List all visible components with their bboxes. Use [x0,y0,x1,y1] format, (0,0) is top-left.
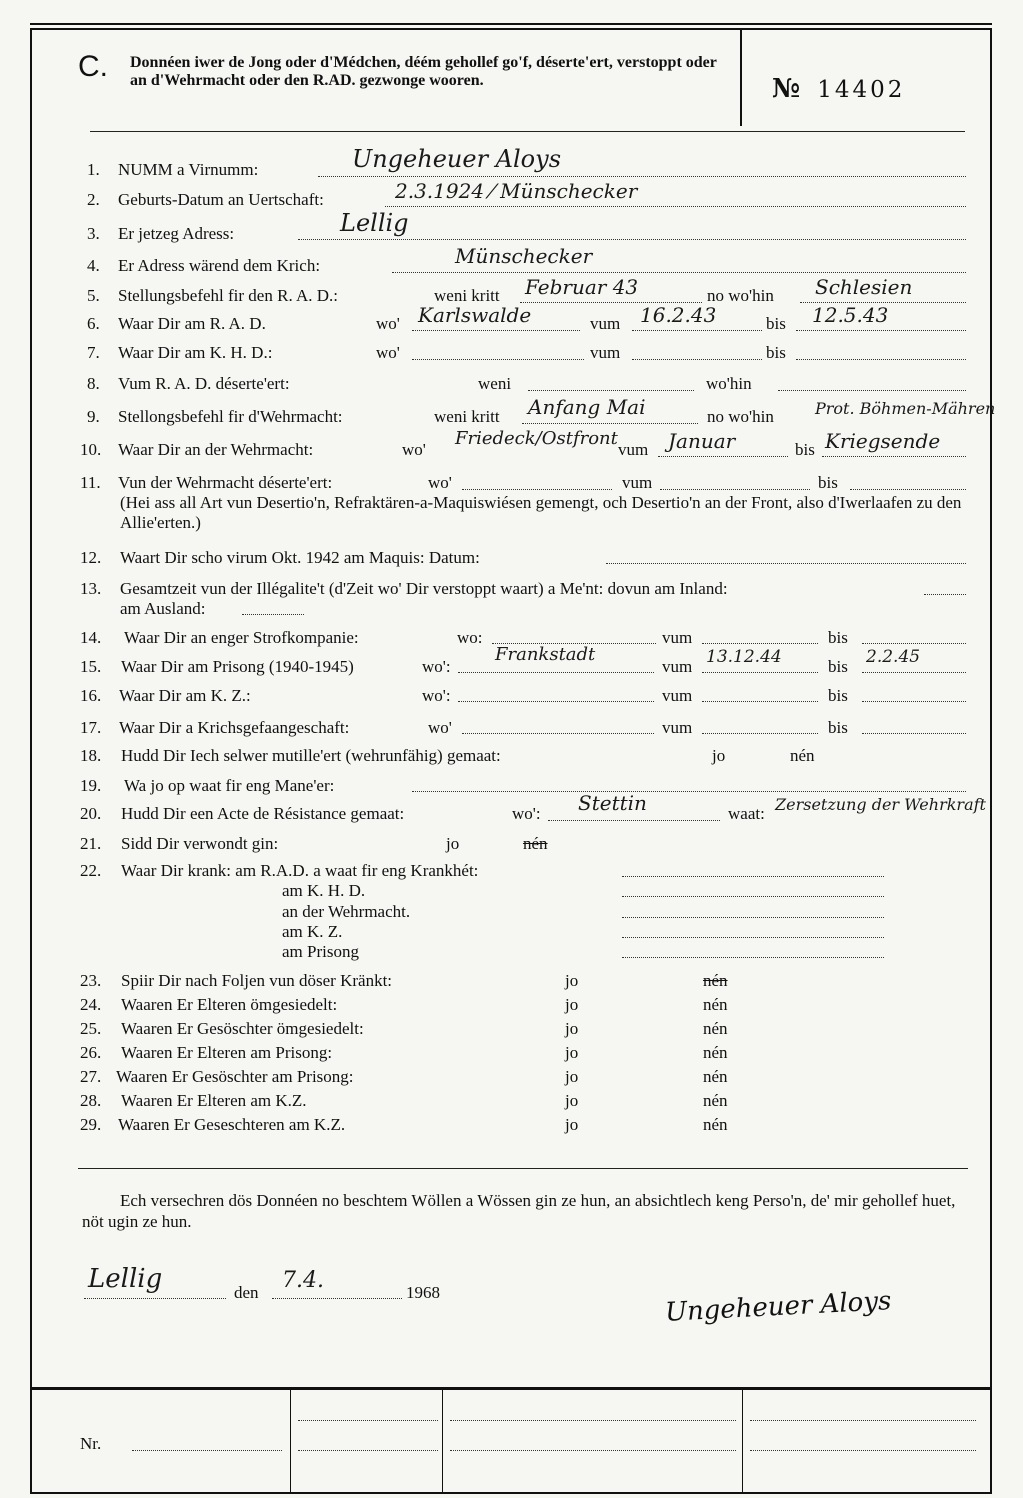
field-label-birth: Geburts-Datum an Uertschaft: [118,190,324,209]
value-address: Lellig [340,209,409,237]
value-birth: 2.3.1924 ⁄ Münschecker [395,179,638,203]
field-label-pow: Waar Dir a Krichsgefaangeschaft: [119,718,350,737]
label-where: wo: [457,628,483,647]
field-label-wounded: Sidd Dir verwondt gin: [121,834,279,853]
value-prison-to: 2.2.45 [866,647,921,667]
field-number: 5. [87,286,100,305]
field-number: 8. [87,374,100,393]
option-yes: jo [565,1043,579,1062]
field-label-resistance: Hudd Dir een Acte de Résistance gemaat: [121,804,405,823]
table-divider [742,1389,743,1494]
field-label-aftereffects: Spiir Dir nach Foljen vun döser Kränkt: [121,971,393,990]
fill-line [318,176,966,177]
label-where: wo'hin [706,374,752,393]
label-when: weni [478,374,512,393]
option-no: nén [703,971,728,990]
option-yes: jo [565,1091,579,1110]
label-from: vum [662,718,693,737]
label-to: bis [818,473,838,492]
fill-line [750,1420,976,1421]
value-resistance-place: Stettin [578,791,647,815]
value-wehrmacht-order-date: Anfang Mai [528,395,646,419]
option-no: nén [523,834,548,853]
field-number: 24. [80,995,102,1014]
signature: Ungeheuer Aloys [664,1286,893,1328]
label-to: bis [828,657,848,676]
field-number: 27. [80,1067,102,1086]
bottom-table-rule [30,1387,992,1390]
fill-line [660,489,810,490]
fill-line [548,820,720,821]
fill-line [84,1298,226,1299]
fill-line [796,359,966,360]
value-rad-order-place: Schlesien [815,275,913,299]
fill-line [862,643,966,644]
value-prison-place: Frankstadt [495,644,596,665]
field-number: 26. [80,1043,102,1062]
field-label-parents-kz: Waaren Er Elteren am K.Z. [121,1091,307,1110]
field-number: 10. [80,440,102,459]
option-no: nén [703,1115,728,1134]
fill-line [822,456,966,457]
field-number: 14. [80,628,102,647]
fill-line [412,330,580,331]
field-label-rad-desert: Vum R. A. D. déserte'ert: [118,374,290,393]
field-number: 13. [80,579,102,598]
field-label-war-address: Er Adress wärend dem Krich: [118,256,321,275]
field-label-siblings-prison: Waaren Er Gesöschter am Prisong: [116,1067,354,1086]
numero-sign: № [772,74,804,104]
illness-sub-prison: am Prisong [282,942,359,961]
option-yes: jo [446,834,460,853]
field-label-illness: Waar Dir krank: am R.A.D. a waat fir eng Krankhét: [121,861,479,880]
desertion-note: (Hei ass all Art vun Desertio'n, Refraktären-a-Maquiswiésen gemengt, och Desertio'n an der Front, also d'Iwerlaafen zu den Allie'erten.) [120,493,962,532]
field-label-maquis: Waart Dir scho virum Okt. 1942 am Maquis: Datum: [120,548,480,567]
value-wehrmacht-order-place: Prot. Böhmen-Mähren [815,399,996,418]
field-label-parents-prison: Waaren Er Elteren am Prisong: [121,1043,333,1062]
fill-line [272,1298,402,1299]
option-no: nén [703,1019,728,1038]
value-prison-from: 13.12.44 [706,647,782,667]
label-from: vum [590,314,621,333]
field-number: 9. [87,407,100,426]
label-where: wo': [422,657,451,676]
field-number: 28. [80,1091,102,1110]
label-when: weni kritt [434,407,500,426]
field-label-name: NUMM a Virnumm: [118,160,259,179]
fill-line [132,1450,282,1451]
field-label-siblings-kz: Waaren Er Geseschteren am K.Z. [118,1115,346,1134]
label-where: no wo'hin [707,407,774,426]
field-label-wehrmacht: Waar Dir an der Wehrmacht: [118,440,314,459]
field-number: 1. [87,160,100,179]
fill-line [450,1420,736,1421]
fill-line [298,1420,438,1421]
form-number: 14402 [817,77,906,103]
table-divider [290,1389,291,1494]
value-wehrmacht-to: Kriegsende [825,429,941,453]
field-label-siblings-resettled: Waaren Er Gesöschter ömgesiedelt: [121,1019,364,1038]
fill-line [450,1450,736,1451]
label-from: vum [618,440,649,459]
label-to: bis [766,343,786,362]
field-number: 2. [87,190,100,209]
field-label-kz: Waar Dir am K. Z.: [119,686,251,705]
fill-line [385,206,966,207]
field-label-parents-resettled: Waaren Er Elteren ömgesiedelt: [121,995,338,1014]
option-no: nén [703,995,728,1014]
fill-line [702,672,818,673]
fill-line [702,733,818,734]
option-no: nén [703,1091,728,1110]
sign-date: 7.4. [282,1268,324,1293]
option-no: nén [703,1043,728,1062]
value-rad-to: 12.5.43 [812,303,889,327]
fill-line [622,896,884,897]
label-to: bis [795,440,815,459]
field-number: 6. [87,314,100,333]
fill-line [462,489,612,490]
fill-line [392,272,966,273]
section-rule [78,1168,968,1169]
field-number: 23. [80,971,102,990]
header-rule [90,131,965,132]
field-number: 22. [80,861,102,880]
value-name: Ungeheuer Aloys [352,145,562,173]
fill-line [622,957,884,958]
field-number: 19. [80,776,102,795]
field-label-penal-company: Waar Dir an enger Strofkompanie: [124,628,359,647]
illness-sub-wehrmacht: an der Wehrmacht. [282,902,411,921]
option-yes: jo [565,995,579,1014]
field-number: 12. [80,548,102,567]
fill-line [862,672,966,673]
field-number: 15. [80,657,102,676]
fill-line [606,563,966,564]
field-number: 3. [87,224,100,243]
value-rad-order-date: Februar 43 [525,275,639,299]
field-label-self-mutilation: Hudd Dir Iech selwer mutille'ert (wehrunfähig) gemaat: [121,746,501,765]
fill-line [862,701,966,702]
fill-line [632,359,762,360]
fill-line [622,876,884,877]
label-where: wo' [376,343,400,362]
fill-line [622,937,884,938]
fill-line [298,239,966,240]
label-nr: Nr. [80,1434,102,1453]
fill-line [796,330,966,331]
fill-line [622,917,884,918]
label-what: waat: [728,804,765,823]
field-number: 25. [80,1019,102,1038]
value-wehrmacht-from: Januar [668,429,736,453]
label-to: bis [828,628,848,647]
value-resistance-act: Zersetzung der Wehrkraft [775,795,986,814]
illness-sub-kz: am K. Z. [282,922,343,941]
fill-line [298,1450,438,1451]
value-rad-place: Karlswalde [418,303,532,327]
field-label-wehrmacht-desert: Vun der Wehrmacht déserte'ert: [118,473,333,492]
form-title: Donnéen iwer de Jong oder d'Médchen, déém gehollef go'f, déserte'ert, verstoppt oder an d'Wehrmacht oder den R.AD. gezwonge wooren. [130,54,717,89]
sign-place: Lellig [88,1264,163,1294]
label-where: no wo'hin [707,286,774,305]
field-label-manner: Wa jo op waat fir eng Mane'er: [124,776,335,795]
fill-line [702,643,818,644]
label-when: weni kritt [434,286,500,305]
fill-line [778,390,966,391]
fill-line [528,390,694,391]
label-to: bis [828,686,848,705]
field-label-khd: Waar Dir am K. H. D.: [118,343,273,362]
fill-line [242,614,304,615]
illness-sub-khd: am K. H. D. [282,881,366,900]
label-from: vum [622,473,653,492]
option-yes: jo [565,1115,579,1134]
fill-line [462,733,654,734]
form-number-block [772,74,905,104]
field-number: 21. [80,834,102,853]
label-to: bis [766,314,786,333]
fill-line [412,791,966,792]
field-number: 11. [80,473,101,492]
fill-line [750,1450,976,1451]
field-label-wehrmacht-order: Stellongsbefehl fir d'Wehrmacht: [118,407,343,426]
option-no: nén [703,1067,728,1086]
top-border-line [30,23,992,25]
label-from: vum [662,686,693,705]
fill-line [522,423,698,424]
fill-line [924,594,966,595]
label-where: wo': [512,804,541,823]
option-yes: jo [565,971,579,990]
option-yes: jo [712,746,726,765]
field-number: 4. [87,256,100,275]
field-number: 29. [80,1115,102,1134]
label-from: vum [662,657,693,676]
fill-line [658,456,788,457]
field-label-illegality: Gesamtzeit vun der Illégalite't (d'Zeit wo' Dir verstoppt waart) a Me'nt: dovun am Inland: [120,579,728,598]
label-den: den [234,1283,259,1302]
label-where: wo': [422,686,451,705]
table-divider [442,1389,443,1494]
fill-line [458,701,654,702]
field-label-rad-order: Stellungsbefehl fir den R. A. D.: [118,286,339,305]
option-yes: jo [565,1019,579,1038]
section-letter: C. [78,50,108,83]
label-from: vum [662,628,693,647]
field-number: 17. [80,718,102,737]
value-war-address: Münschecker [455,244,593,268]
field-label-prison: Waar Dir am Prisong (1940-1945) [121,657,354,676]
field-number: 20. [80,804,102,823]
fill-line [862,733,966,734]
sign-year: 1968 [406,1283,440,1302]
field-number: 18. [80,746,102,765]
fill-line [632,330,762,331]
field-label-abroad: am Ausland: [120,599,206,618]
label-from: vum [590,343,621,362]
label-where: wo' [376,314,400,333]
option-yes: jo [565,1067,579,1086]
field-label-rad: Waar Dir am R. A. D. [118,314,266,333]
fill-line [412,359,584,360]
value-wehrmacht-place: Friedeck/Ostfront [455,428,618,449]
declaration-text: Ech versechren dös Donnéen no beschtem Wöllen a Wössen gin ze hun, an absichtlech keng Perso'n, de' mir gehollef huet, nöt ugin ze hun. [82,1191,956,1231]
option-no: nén [790,746,815,765]
label-to: bis [828,718,848,737]
field-label-address: Er jetzeg Adress: [118,224,235,243]
field-number: 16. [80,686,102,705]
header-divider [740,30,742,126]
fill-line [702,701,818,702]
fill-line [850,489,966,490]
value-rad-from: 16.2.43 [640,303,717,327]
label-where: wo' [402,440,426,459]
field-number: 7. [87,343,100,362]
label-where: wo' [428,718,452,737]
fill-line [458,672,654,673]
label-where: wo' [428,473,452,492]
